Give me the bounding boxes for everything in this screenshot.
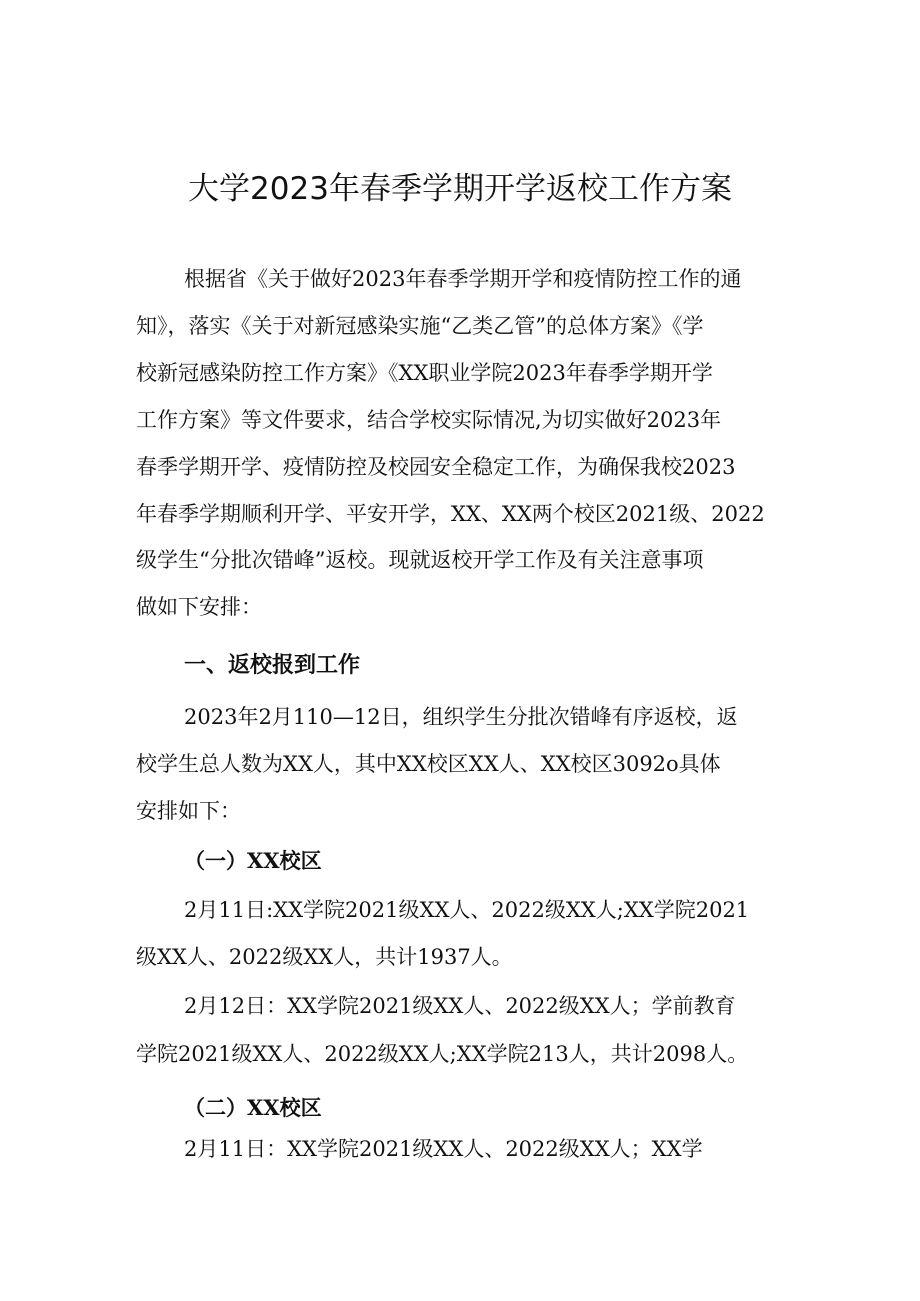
body-line: 2月12日：XX学院2021级XX人、2022级XX人；学前教育: [184, 994, 736, 1018]
body-line: 级XX人、2022级XX人，共计1937人。: [136, 945, 513, 969]
body-line: 2月11日：XX学院2021级XX人、2022级XX人；XX学: [184, 1137, 703, 1161]
intro-line: 做如下安排：: [136, 595, 262, 619]
subsection-heading: （一）XX校区: [184, 848, 322, 873]
intro-line: 春季学期开学、疫情防控及校园安全稳定工作，为确保我校2023: [136, 455, 736, 479]
intro-line: 根据省《关于做好2023年春季学期开学和疫情防控工作的通: [184, 267, 742, 291]
body-line: 2023年2月110—12日，组织学生分批次错峰有序返校，返: [184, 705, 738, 729]
intro-line: 工作方案》等文件要求，结合学校实际情况,为切实做好2023年: [136, 408, 722, 432]
intro-line: 年春季学期顺利开学、平安开学，XX、XX两个校区2021级、2022: [136, 502, 765, 526]
body-line: 安排如下：: [136, 799, 241, 823]
body-line: 2月11日:XX学院2021级XX人、2022级XX人;XX学院2021: [184, 898, 750, 922]
subsection-heading: （二）XX校区: [184, 1095, 322, 1120]
body-line: 校学生总人数为XX人，其中XX校区XX人、XX校区3092o具体: [136, 752, 721, 776]
intro-line: 校新冠感染防控工作方案》《XX职业学院2023年春季学期开学: [136, 361, 713, 385]
page-title: 大学2023年春季学期开学返校工作方案: [188, 171, 732, 207]
section-heading: 一、返校报到工作: [184, 653, 361, 678]
intro-line: 级学生“分批次错峰”返校。现就返校开学工作及有关注意事项: [136, 548, 704, 572]
body-line: 学院2021级XX人、2022级XX人;XX学院213人，共计2098人。: [136, 1042, 749, 1066]
intro-line: 知》，落实《关于对新冠感染实施“乙类乙管”的总体方案》《学: [136, 314, 704, 338]
